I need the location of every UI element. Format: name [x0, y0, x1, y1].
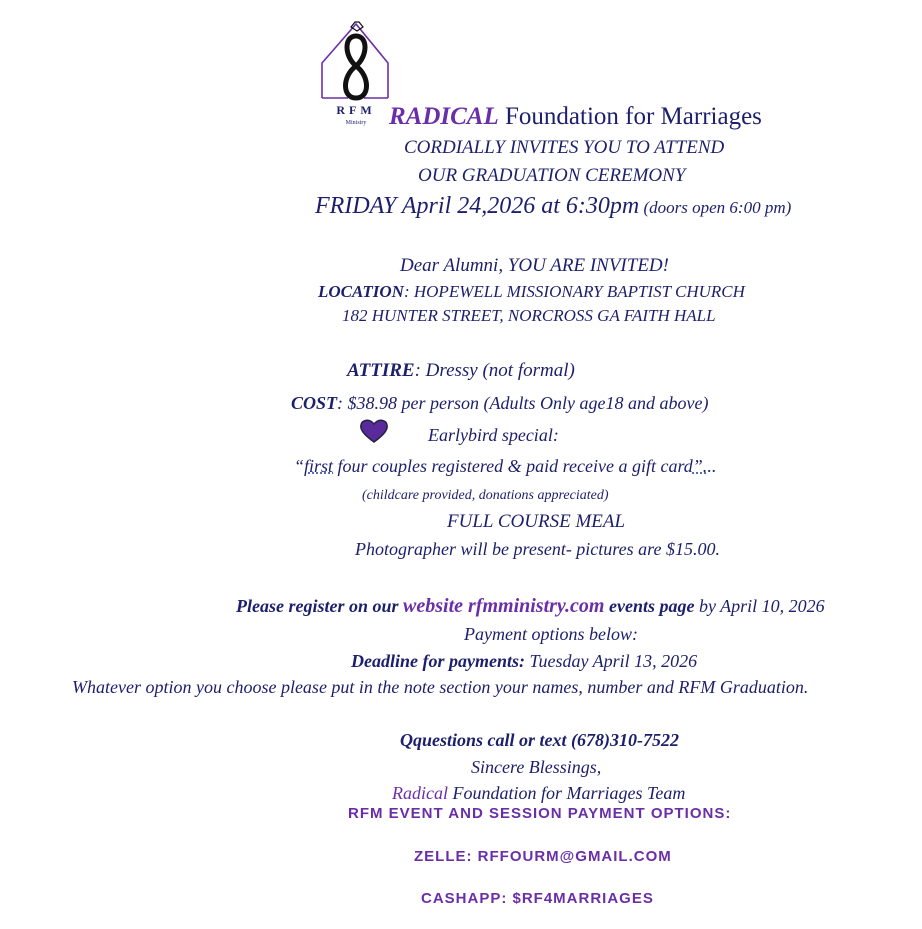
invite-line-1: CORDIALLY INVITES YOU TO ATTEND: [404, 137, 725, 158]
register-pre: Please register on our: [236, 596, 404, 616]
earlybird-quote: [294, 456, 716, 477]
full-course-meal: FULL COURSE MEAL: [447, 511, 626, 532]
earlybird-special: Earlybird special:: [428, 425, 559, 445]
location-address: 182 HUNTER STREET, NORCROSS GA FAITH HALL: [342, 306, 716, 325]
register-post: by April 10, 2026: [694, 596, 825, 616]
title-rest: Foundation for Marriages: [498, 103, 762, 130]
logo-subtitle: Ministry: [345, 120, 367, 126]
zelle-payment[interactable]: ZELLE: RFFOURM@GMAIL.COM: [414, 848, 672, 865]
register-website[interactable]: website rfmministry.com: [403, 595, 605, 617]
cost-value: : $38.98 per person (Adults Only age18 and above): [337, 393, 709, 413]
quote-rest: four couples registered & paid receive a gift card: [333, 456, 693, 476]
note-instructions: Whatever option you choose please put in the note section your names, number and RFM Graduation.: [72, 677, 809, 697]
deadline-label: Deadline for payments:: [351, 651, 525, 671]
title-line: [389, 103, 762, 131]
location-value: : HOPEWELL MISSIONARY BAPTIST CHURCH: [403, 282, 745, 301]
quote-dots: ..: [707, 456, 717, 476]
questions-contact: Qquestions call or text (678)310-7522: [400, 730, 679, 750]
cost-line: [291, 393, 708, 414]
location-label: LOCATION: [318, 282, 404, 301]
sincere-blessings: Sincere Blessings,: [471, 757, 602, 777]
cost-label: COST: [291, 393, 338, 413]
date-line: [315, 193, 791, 220]
register-line: [236, 595, 825, 618]
house-infinity-logo-icon: [318, 18, 390, 130]
attire-line: [347, 360, 575, 382]
rfm-logo: [318, 18, 390, 130]
title-radical: RADICAL: [389, 103, 499, 130]
payment-options-note: Payment options below:: [464, 624, 638, 644]
childcare-note: (childcare provided, donations appreciated): [362, 488, 609, 503]
payment-options-header: RFM EVENT AND SESSION PAYMENT OPTIONS:: [348, 805, 732, 822]
date-doors: (doors open 6:00 pm): [639, 198, 792, 217]
attire-value: : Dressy (not formal): [414, 360, 575, 381]
attire-label: ATTIRE: [347, 360, 415, 381]
invite-line-2: OUR GRADUATION CEREMONY: [418, 165, 686, 186]
team-rest: Foundation for Marriages Team: [448, 783, 686, 803]
register-mid: events page: [604, 596, 695, 616]
team-signature: [392, 783, 685, 804]
photographer-note: Photographer will be present- pictures are $15.00.: [355, 539, 720, 559]
quote-close: ”.: [692, 456, 708, 476]
quote-first: first: [304, 456, 334, 476]
quote-open: “: [294, 456, 305, 476]
location-line: [318, 282, 745, 302]
dear-alumni: Dear Alumni, YOU ARE INVITED!: [400, 255, 669, 276]
team-radical: Radical: [392, 783, 448, 803]
heart-icon: [359, 418, 389, 444]
deadline-value: Tuesday April 13, 2026: [524, 651, 698, 671]
cashapp-payment[interactable]: CASHAPP: $RF4MARRIAGES: [421, 890, 654, 907]
deadline-line: [351, 651, 697, 672]
logo-letters: RFM: [336, 103, 376, 117]
date-main: FRIDAY April 24,2026 at 6:30pm: [315, 193, 640, 219]
